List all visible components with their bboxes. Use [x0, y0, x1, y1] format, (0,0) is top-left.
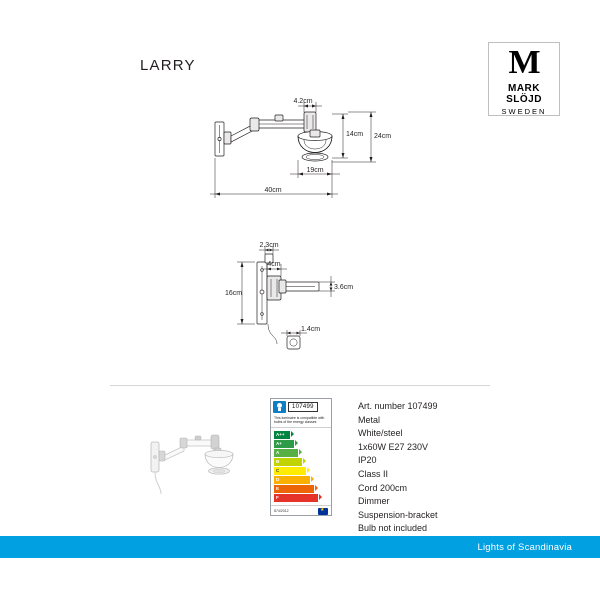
logo-country: SWEDEN: [501, 107, 547, 116]
spec-item-cord: Cord 200cm: [358, 482, 408, 493]
article-code-badge: 107499: [288, 402, 318, 412]
svg-text:4cm: 4cm: [267, 261, 281, 268]
bulb-icon: [273, 401, 286, 413]
spec-item-material: Metal: [358, 414, 381, 425]
regulation-number: 874/2012: [274, 509, 289, 514]
brand-logo: [488, 42, 560, 116]
energy-bar-e: E: [274, 485, 314, 493]
logo-brand-line-1: MARK: [508, 83, 540, 94]
spec-item-dimmer: Dimmer: [358, 496, 390, 507]
svg-text:2.3cm: 2.3cm: [259, 242, 279, 249]
energy-row: [274, 431, 328, 439]
label-header: [271, 399, 331, 414]
page-title: LARRY: [140, 57, 196, 74]
spec-item-ip-rating: IP20: [358, 455, 377, 466]
spec-item-class: Class II: [358, 468, 389, 479]
energy-bar-a-plus-plus: A++: [274, 431, 290, 439]
front-elevation-drawing: [180, 90, 410, 230]
energy-row: [274, 440, 328, 448]
spec-item-bulb: Bulb not included: [358, 523, 428, 534]
energy-row: [274, 485, 328, 493]
specification-list: [358, 400, 438, 536]
spec-item-lamp: 1x60W E27 230V: [358, 441, 429, 452]
energy-bar-b: B: [274, 458, 302, 466]
energy-class-scale: [271, 428, 331, 505]
energy-bar-c: C: [274, 467, 306, 475]
eu-flag-icon: [318, 508, 328, 515]
svg-text:3.6cm: 3.6cm: [334, 284, 354, 291]
footer-tagline: Lights of Scandinavia: [477, 541, 572, 553]
compatibility-note: This luminaire is compatible with bulbs of the energy classes: [271, 414, 331, 428]
svg-text:4.2cm: 4.2cm: [293, 98, 313, 105]
energy-row: [274, 449, 328, 457]
energy-bar-a: A: [274, 449, 298, 457]
energy-row: [274, 458, 328, 466]
svg-text:24cm: 24cm: [374, 133, 392, 140]
svg-text:40cm: 40cm: [264, 187, 282, 194]
spec-item-bracket: Suspension-bracket: [358, 509, 438, 520]
footer-bar: [0, 536, 600, 558]
energy-bar-a-plus: A+: [274, 440, 294, 448]
energy-bar-f: F: [274, 494, 318, 502]
svg-text:16cm: 16cm: [225, 290, 243, 297]
side-elevation-drawing: [215, 240, 435, 370]
logo-brand-line-2: SLÖJD: [506, 94, 542, 105]
energy-row: [274, 467, 328, 475]
energy-row: [274, 494, 328, 502]
svg-text:19cm: 19cm: [306, 167, 324, 174]
spec-item-art-number: Art. number 107499: [358, 401, 438, 411]
energy-bar-d: D: [274, 476, 310, 484]
svg-text:14cm: 14cm: [346, 131, 364, 138]
spec-item-color: White/steel: [358, 428, 403, 439]
logo-monogram: M: [508, 44, 540, 81]
section-divider: [110, 385, 490, 386]
label-footer: [271, 505, 331, 516]
product-photo: [135, 420, 250, 510]
energy-row: [274, 476, 328, 484]
energy-label-card: [270, 398, 332, 516]
svg-text:1.4cm: 1.4cm: [301, 326, 321, 333]
